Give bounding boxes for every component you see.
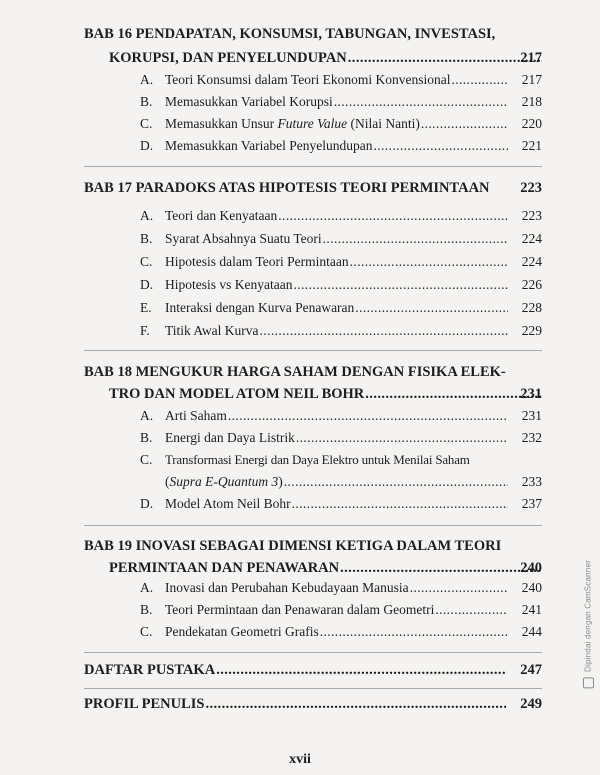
entry-page: 220 xyxy=(521,116,542,131)
chapter-18-page: 231 xyxy=(520,386,542,402)
toc-entry-16b[interactable]: B. Memasukkan Variabel Korupsi ..... 218 xyxy=(140,92,542,112)
chapter-16-page: 217 xyxy=(520,50,542,66)
toc-entry-18c-line-2[interactable]: (Supra E-Quantum 3) ..... 233 xyxy=(140,472,542,492)
chapter-18-title-line-1: BAB 18 MENGUKUR HARGA SAHAM DENGAN FISIKA ELEK- xyxy=(84,364,506,380)
toc-entry-19c[interactable]: C. Pendekatan Geometri Grafis ..... 244 xyxy=(140,622,542,642)
chapter-19-page: 240 xyxy=(520,560,542,576)
toc-entry-19a[interactable]: A. Inovasi dan Perubahan Kebudayaan Manusia ..... 240 xyxy=(140,578,542,598)
toc-entry-18a[interactable]: A. Arti Saham ..... 231 xyxy=(140,406,542,426)
toc-entry-17b[interactable]: B. Syarat Absahnya Suatu Teori ..... 224 xyxy=(140,229,542,249)
chapter-16-title-line-1: BAB 16 PENDAPATAN, KONSUMSI, TABUNGAN, INVESTASI, xyxy=(84,26,496,42)
toc-entry-16d[interactable]: D. Memasukkan Variabel Penyelundupan ..... 221 xyxy=(140,136,542,156)
chapter-17-heading[interactable]: BAB 17 PARADOKS ATAS HIPOTESIS TEORI PERMINTAAN 223 xyxy=(84,180,542,196)
page-number: xvii xyxy=(289,752,311,767)
toc-entry-16c[interactable]: C. Memasukkan Unsur Future Value (Nilai Nanti) ..... 220 xyxy=(140,114,542,134)
chapter-divider xyxy=(84,688,542,689)
entry-page: 221 xyxy=(521,138,542,153)
chapter-17-page: 223 xyxy=(520,180,542,196)
toc-daftar-pustaka[interactable]: DAFTAR PUSTAKA ..... 247 xyxy=(84,660,542,680)
chapter-18-heading[interactable]: TRO DAN MODEL ATOM NEIL BOHR ..... 231 xyxy=(109,384,542,404)
toc-entry-17d[interactable]: D. Hipotesis vs Kenyataan ..... 226 xyxy=(140,275,542,295)
toc-entry-18d[interactable]: D. Model Atom Neil Bohr ..... 237 xyxy=(140,494,542,514)
entry-letter: C. xyxy=(140,116,153,131)
scanner-watermark: Dipindai dengan CamScanner xyxy=(583,560,594,688)
entry-page: 218 xyxy=(521,94,542,109)
chapter-divider xyxy=(84,350,542,351)
toc-entry-19b[interactable]: B. Teori Permintaan dan Penawaran dalam Geometri ..... 241 xyxy=(140,600,542,620)
toc-entry-17a[interactable]: A. Teori dan Kenyataan ..... 223 xyxy=(140,206,542,226)
chapter-divider xyxy=(84,166,542,167)
toc-entry-16a[interactable]: A. Teori Konsumsi dalam Teori Ekonomi Konvensional ..... 217 xyxy=(140,70,542,90)
toc-entry-17e[interactable]: E. Interaksi dengan Kurva Penawaran ..... 228 xyxy=(140,298,542,318)
entry-letter: B. xyxy=(140,94,153,109)
chapter-19-heading[interactable]: PERMINTAAN DAN PENAWARAN ..... 240 xyxy=(109,558,542,578)
toc-entry-18c-line-1[interactable]: C. Transformasi Energi dan Daya Elektro untuk Menilai Saham xyxy=(140,452,470,467)
camscanner-icon xyxy=(583,677,594,688)
chapter-divider xyxy=(84,652,542,653)
entry-page: 217 xyxy=(521,72,542,87)
chapter-19-title-line-1: BAB 19 INOVASI SEBAGAI DIMENSI KETIGA DALAM TEORI xyxy=(84,538,502,554)
chapter-16-heading[interactable]: KORUPSI, DAN PENYELUNDUPAN ..... 217 xyxy=(109,48,542,68)
entry-letter: A. xyxy=(140,72,154,87)
toc-profil-penulis[interactable]: PROFIL PENULIS ..... 249 xyxy=(84,694,542,714)
entry-letter: D. xyxy=(140,138,154,153)
chapter-divider xyxy=(84,525,542,526)
toc-entry-17f[interactable]: F. Titik Awal Kurva ..... 229 xyxy=(140,321,542,341)
toc-entry-17c[interactable]: C. Hipotesis dalam Teori Permintaan ..... 224 xyxy=(140,252,542,272)
toc-entry-18b[interactable]: B. Energi dan Daya Listrik ..... 232 xyxy=(140,428,542,448)
